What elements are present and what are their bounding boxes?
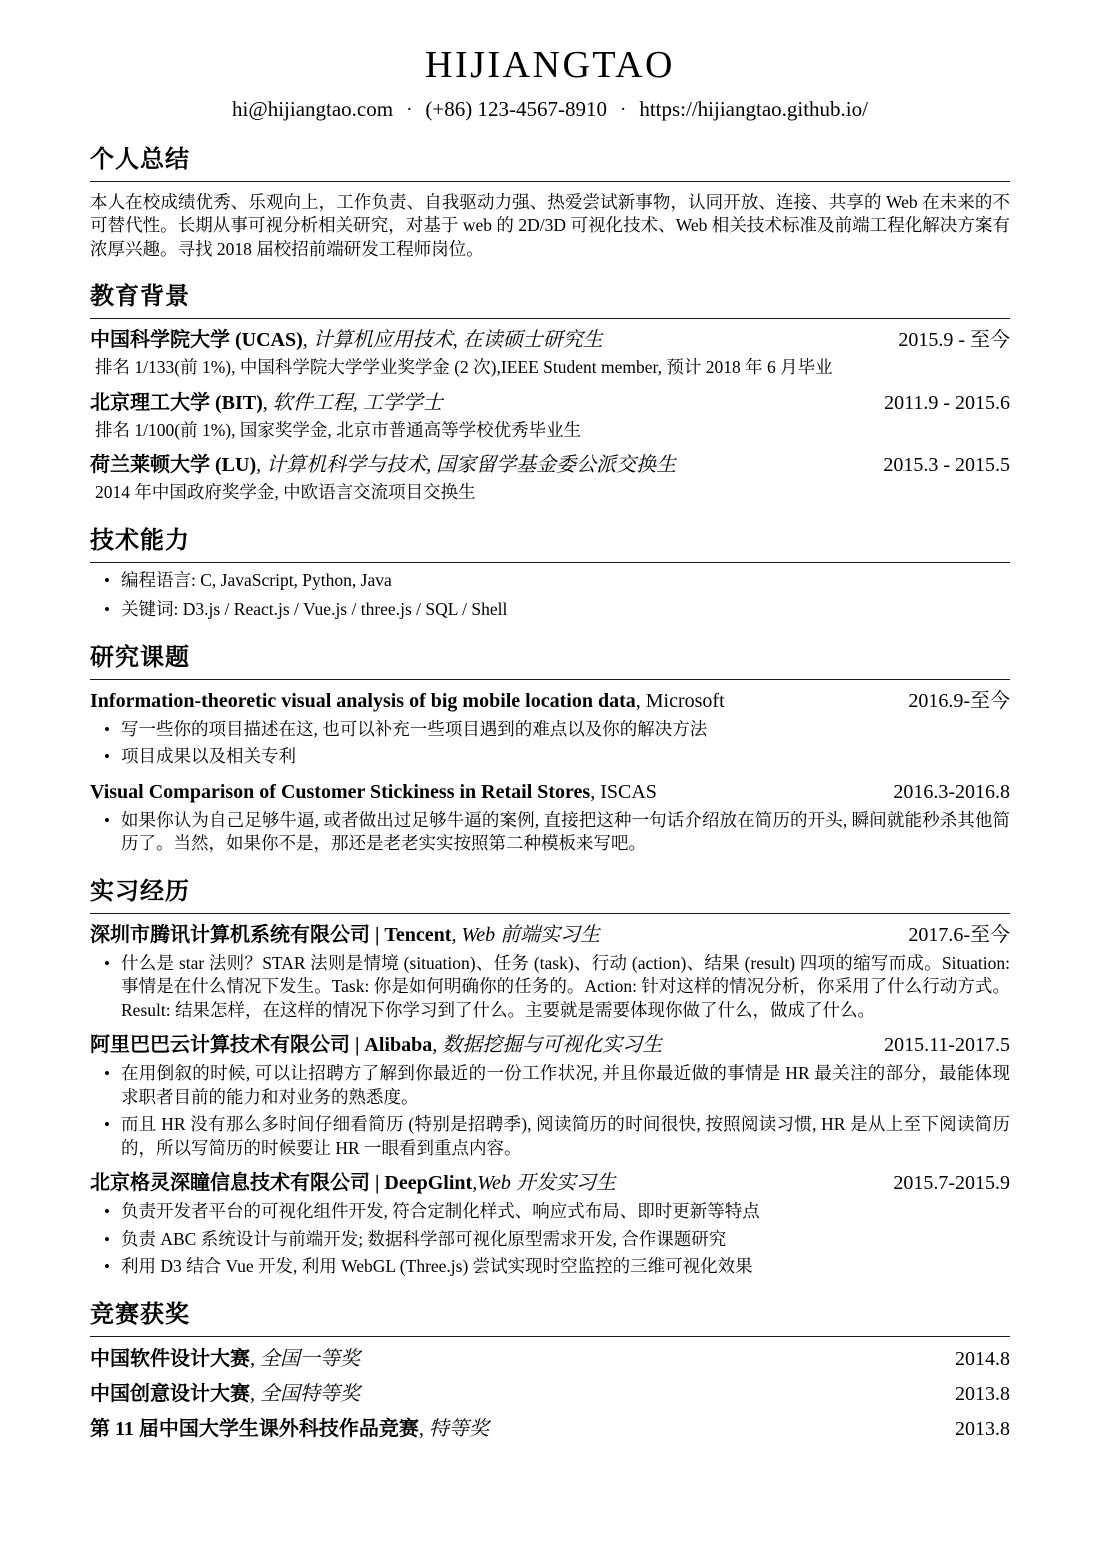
entry-date: 2016.3-2016.8 [893, 780, 1010, 803]
entry-detail: 排名 1/133(前 1%), 中国科学院大学学业奖学金 (2 次),IEEE Student member, 预计 2018 年 6 月毕业 [95, 357, 833, 378]
entry-detail: 排名 1/100(前 1%), 国家奖学金, 北京市普通高等学校优秀毕业生 [95, 419, 582, 440]
bullet-item: • 项目成果以及相关专利 [90, 745, 1010, 769]
award-name-line [90, 1347, 360, 1372]
bullet-item: • 什么是 star 法则？STAR 法则是情境 (situation)、任务 (task)、行动 (action)、结果 (result) 四项的缩写而成。Situation: 事情是在什么情况下发生。Task: 你是如何明确你的任务的。Action: 针对这样的情况分析，你采用了什么行动方式。Result: 结果怎样，在这样的情况下你学习到了什么。主要就是需要体现你做了什么，做成了什么。 [90, 952, 1010, 1023]
entry-heading [90, 1171, 1010, 1196]
project-org: , ISCAS [590, 780, 657, 803]
section-title-internships: 实习经历 [90, 877, 190, 905]
education-entry [90, 453, 1010, 505]
section-title-research: 研究课题 [90, 643, 190, 671]
award-name: 第 11 届中国大学生课外科技作品竞赛 [90, 1417, 419, 1440]
entry-date: 2016.9-至今 [908, 689, 1010, 712]
internship-entry [90, 1033, 1010, 1160]
section-summary [90, 145, 1010, 262]
section-rule [90, 145, 1010, 182]
entry-heading [90, 453, 1010, 478]
section-research [90, 643, 1010, 856]
company-name-line [90, 923, 600, 948]
company-name-line [90, 1033, 662, 1058]
award-date: 2014.8 [955, 1347, 1010, 1370]
job-role: , 数据挖掘与可视化实习生 [432, 1034, 663, 1057]
project-org: , Microsoft [635, 689, 725, 712]
bullet-list [90, 809, 1010, 856]
separator-dot: · [406, 98, 413, 120]
entry-heading [90, 1033, 1010, 1058]
company-name-line [90, 1171, 616, 1196]
section-rule [90, 643, 1010, 680]
award-name-line [90, 1417, 489, 1442]
section-awards [90, 1300, 1010, 1442]
job-role: ,Web 开发实习生 [472, 1172, 616, 1195]
job-role: , Web 前端实习生 [451, 923, 601, 946]
degree-desc: , 计算机科学与技术, 国家留学基金委公派交换生 [256, 454, 677, 477]
project-title-line [90, 689, 725, 714]
project-title-line [90, 780, 657, 805]
school-name: 中国科学院大学 (UCAS) [90, 329, 303, 352]
degree-desc: , 软件工程, 工学学士 [262, 391, 443, 414]
bullet-item: • 负责 ABC 系统设计与前端开发; 数据科学部可视化原型需求开发, 合作课题研究 [90, 1228, 1010, 1252]
entry-heading [90, 780, 1010, 805]
skills-list [90, 569, 1010, 622]
skill-item: • 关键词: D3.js / React.js / Vue.js / three.js / SQL / Shell [90, 598, 1010, 622]
education-entry [90, 328, 1010, 380]
section-internships [90, 877, 1010, 1279]
research-entry [90, 689, 1010, 769]
entry-date: 2015.11-2017.5 [884, 1034, 1010, 1057]
award-name: 中国软件设计大赛 [90, 1347, 250, 1370]
section-education [90, 282, 1010, 505]
award-name-line [90, 1382, 360, 1407]
degree-desc: , 计算机应用技术, 在读硕士研究生 [302, 329, 603, 352]
bullet-item: • 如果你认为自己足够牛逼, 或者做出过足够牛逼的案例, 直接把这种一句话介绍放在简历的开头, 瞬间就能秒杀其他简历了。当然，如果你不是，那还是老老实实按照第二种模板来写吧。 [90, 809, 1010, 856]
award-date: 2013.8 [955, 1382, 1010, 1405]
school-name-line [90, 391, 443, 416]
internship-entry [90, 1171, 1010, 1279]
company-name: 深圳市腾讯计算机系统有限公司 | Tencent [90, 923, 452, 946]
bullet-item: • 而且 HR 没有那么多时间仔细看简历 (特别是招聘季), 阅读简历的时间很快, 按照阅读习惯, HR 是从上至下阅读简历的，所以写简历的时候要让 HR 一眼看到重点内容。 [90, 1113, 1010, 1160]
contact-line [90, 95, 1010, 124]
section-title-education: 教育背景 [90, 283, 190, 311]
bullet-list [90, 718, 1010, 769]
school-name-line [90, 453, 676, 478]
skill-item: • 编程语言: C, JavaScript, Python, Java [90, 569, 1010, 593]
section-skills [90, 526, 1010, 622]
section-rule [90, 1300, 1010, 1337]
award-row [90, 1347, 1010, 1372]
bullet-list [90, 1200, 1010, 1279]
contact-website[interactable]: https://hijiangtao.github.io/ [639, 96, 868, 121]
research-entry [90, 780, 1010, 856]
bullet-item: • 写一些你的项目描述在这, 也可以补充一些项目遇到的难点以及你的解决方法 [90, 718, 1010, 742]
resume-name: HIJIANGTAO [425, 44, 675, 86]
company-name: 北京格灵深瞳信息技术有限公司 | DeepGlint [90, 1172, 473, 1195]
school-name: 荷兰莱顿大学 (LU) [90, 454, 257, 477]
summary-text: 本人在校成绩优秀、乐观向上，工作负责、自我驱动力强、热爱尝试新事物，认同开放、连接、共享的 Web 在未来的不可替代性。长期从事可视分析相关研究，对基于 web 的 2D/3D 可视化技术、Web 相关技术标准及前端工程化解决方案有浓厚兴趣。寻找 2018 届校招前端研发工程师岗位。 [90, 191, 1010, 259]
entry-date: 2011.9 - 2015.6 [884, 391, 1010, 414]
bullet-item: • 负责开发者平台的可视化组件开发, 符合定制化样式、响应式布局、即时更新等特点 [90, 1200, 1010, 1224]
contact-email[interactable]: hi@hijiangtao.com [232, 96, 394, 121]
internship-entry [90, 923, 1010, 1023]
project-title: Information-theoretic visual analysis of big mobile location data [90, 689, 636, 712]
entry-detail: 2014 年中国政府奖学金, 中欧语言交流项目交换生 [95, 482, 476, 503]
separator-dot: · [619, 98, 627, 120]
school-name: 北京理工大学 (BIT) [90, 391, 263, 414]
school-name-line [90, 328, 603, 353]
section-title-skills: 技术能力 [90, 526, 190, 554]
education-entry [90, 391, 1010, 443]
contact-phone: (+86) 123-4567-8910 [425, 96, 607, 121]
company-name: 阿里巴巴云计算技术有限公司 | Alibaba [90, 1034, 433, 1057]
entry-heading [90, 391, 1010, 416]
award-row [90, 1417, 1010, 1442]
entry-heading [90, 923, 1010, 948]
entry-date: 2017.6-至今 [908, 923, 1010, 946]
bullet-item: • 利用 D3 结合 Vue 开发, 利用 WebGL (Three.js) 尝试实现时空监控的三维可视化效果 [90, 1255, 1010, 1279]
entry-heading [90, 328, 1010, 353]
bullet-list [90, 952, 1010, 1023]
award-name: 中国创意设计大赛 [90, 1382, 250, 1405]
project-title: Visual Comparison of Customer Stickiness in Retail Stores [90, 780, 591, 803]
award-level: , 全国特等奖 [250, 1382, 360, 1405]
section-rule [90, 282, 1010, 319]
award-date: 2013.8 [955, 1417, 1010, 1440]
section-title-awards: 竞赛获奖 [90, 1300, 190, 1328]
section-rule [90, 877, 1010, 914]
bullet-list [90, 1062, 1010, 1160]
award-row [90, 1382, 1010, 1407]
section-rule [90, 526, 1010, 563]
entry-date: 2015.7-2015.9 [893, 1172, 1010, 1195]
award-level: , 特等奖 [418, 1417, 489, 1440]
section-title-summary: 个人总结 [90, 145, 190, 173]
entry-heading [90, 689, 1010, 714]
entry-date: 2015.9 - 至今 [898, 329, 1010, 352]
award-level: , 全国一等奖 [250, 1347, 360, 1370]
entry-date: 2015.3 - 2015.5 [883, 454, 1010, 477]
bullet-item: • 在用倒叙的时候, 可以让招聘方了解到你最近的一份工作状况, 并且你最近做的事情是 HR 最关注的部分，最能体现求职者目前的能力和对业务的熟悉度。 [90, 1062, 1010, 1109]
